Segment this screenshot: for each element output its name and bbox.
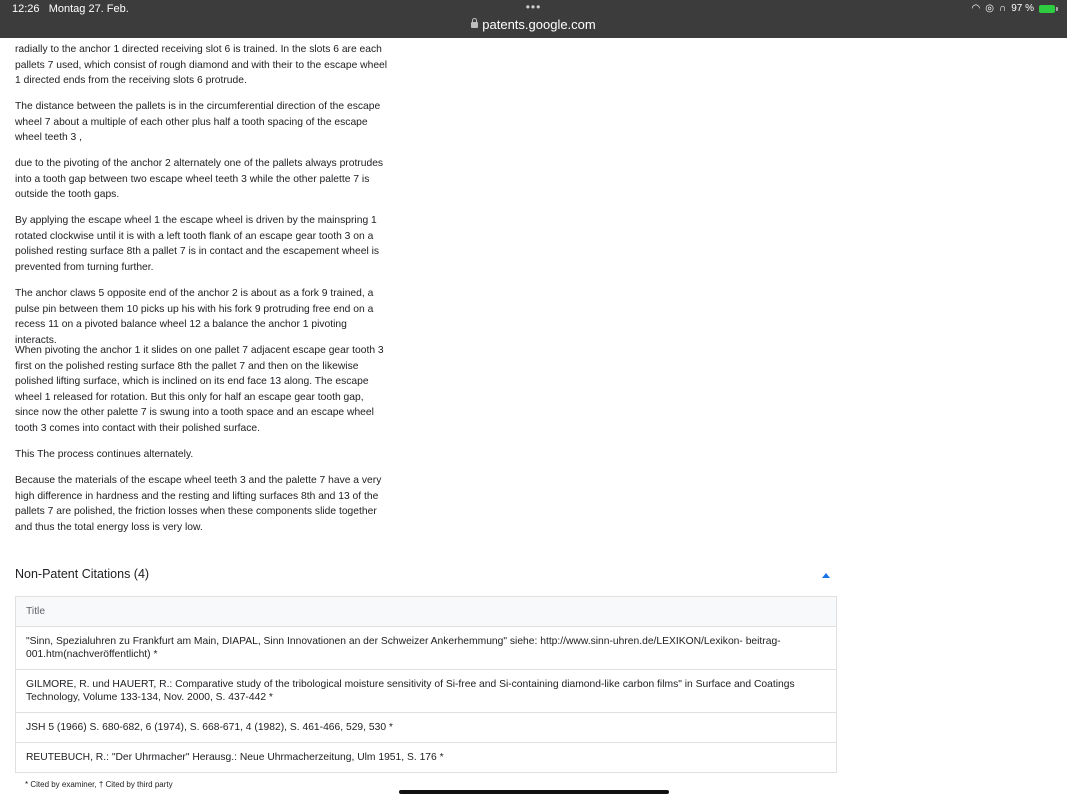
table-row [16, 627, 836, 670]
table-row [16, 713, 836, 743]
citation-title: JSH 5 (1966) S. 680-682, 6 (1974), S. 668-671, 4 (1982), S. 461-466, 529, 530 * [26, 721, 393, 733]
citations-table [15, 596, 837, 773]
wifi-icon: ◠ [971, 3, 981, 14]
table-header [16, 597, 836, 627]
title-column-header: Title [26, 605, 46, 617]
description-paragraph: due to the pivoting of the anchor 2 alternately one of the pallets always protrudes into a tooth gap between two escape wheel teeth 3 while the other palette 7 is outside the tooth gaps. [15, 158, 384, 201]
table-row [16, 670, 836, 713]
battery-percent: 97 % [1011, 3, 1034, 14]
url-text: patents.google.com [482, 17, 596, 32]
lock-icon [471, 22, 478, 28]
browser-menu-dots[interactable]: ••• [525, 0, 542, 14]
status-time-date: 12:26 Montag 27. Feb. [12, 3, 129, 15]
citation-title: REUTEBUCH, R.: "Der Uhrmacher" Herausg.: Neue Uhrmacherzeitung, Ulm 1951, S. 176 * [26, 751, 444, 763]
description-paragraph: radially to the anchor 1 directed receiving slot 6 is trained. In the slots 6 are each pallets 7 used, which consist of rough diamond and with their to the escape wheel 1 directed ends from the receiving slots 6 protrude. [15, 44, 388, 87]
battery-charging-icon [1039, 5, 1055, 13]
home-indicator[interactable] [399, 790, 669, 794]
location-icon: ◎ [985, 3, 995, 14]
citation-title: "Sinn, Spezialuhren zu Frankfurt am Main, DIAPAL, Sinn Innovationen an der Schweizer Ankerhemmung" siehe: http://www.sinn-uhren.de/LEXIKON/Lexikon- beitrag-001.htm(nachveröffentlicht) * [26, 635, 781, 660]
description-paragraph: This The process continues alternately. [15, 449, 194, 460]
citation-footnote: * Cited by examiner, † Cited by third party [25, 780, 173, 789]
table-row [16, 743, 836, 773]
description-paragraph: Because the materials of the escape wheel teeth 3 and the palette 7 have a very high difference in hardness and the resting and lifting surfaces 8th and 13 of the pallets 7 are polished, the friction losses when these components slide together and thus the total energy loss is very low. [15, 475, 382, 533]
description-paragraph: When pivoting the anchor 1 it slides on one pallet 7 adjacent escape gear tooth 3 first on the polished resting surface 8th the pallet 7 and then on the likewise polished lifting surface, which is inclined on its end face 13 along. The escape wheel 1 released for rotation. But this only for half an escape gear tooth gap, since now the other palette 7 is swung into a tooth space and an escape wheel tooth 3 comes into contact with their polished surface. [15, 345, 384, 434]
headphones-icon: ∩ [999, 3, 1007, 14]
description-paragraph: By applying the escape wheel 1 the escape wheel is driven by the mainspring 1 rotated clockwise until it is with a left tooth flank of an escape gear tooth 3 on a polished resting surface 8th a pallet 7 is in contact and the escapement wheel is prevented from turning further. [15, 215, 380, 273]
status-icons [972, 3, 1055, 14]
non-patent-citations-heading: Non-Patent Citations (4) [15, 567, 150, 581]
description-paragraph: The distance between the pallets is in the circumferential direction of the escape wheel 7 about a multiple of each other plus half a tooth spacing of the escape wheel teeth 3 , [15, 101, 381, 144]
description-paragraph: The anchor claws 5 opposite end of the anchor 2 is about as a fork 9 trained, a pulse pin between them 10 picks up his with his fork 9 protruding free end on a recess 11 on a pivoted balance wheel 12 a balance the anchor 1 pivoting interacts. [15, 288, 374, 346]
citation-title: GILMORE, R. und HAUERT, R.: Comparative study of the tribological moisture sensitivity of Si-free and Si-containing diamond-like carbon films" in Surface and Coatings Technology, Volume 133-134, Nov. 2000, S. 437-442 * [26, 678, 795, 703]
status-bar [0, 0, 1067, 38]
collapse-section-icon[interactable] [822, 573, 830, 578]
address-bar[interactable] [0, 17, 1067, 32]
